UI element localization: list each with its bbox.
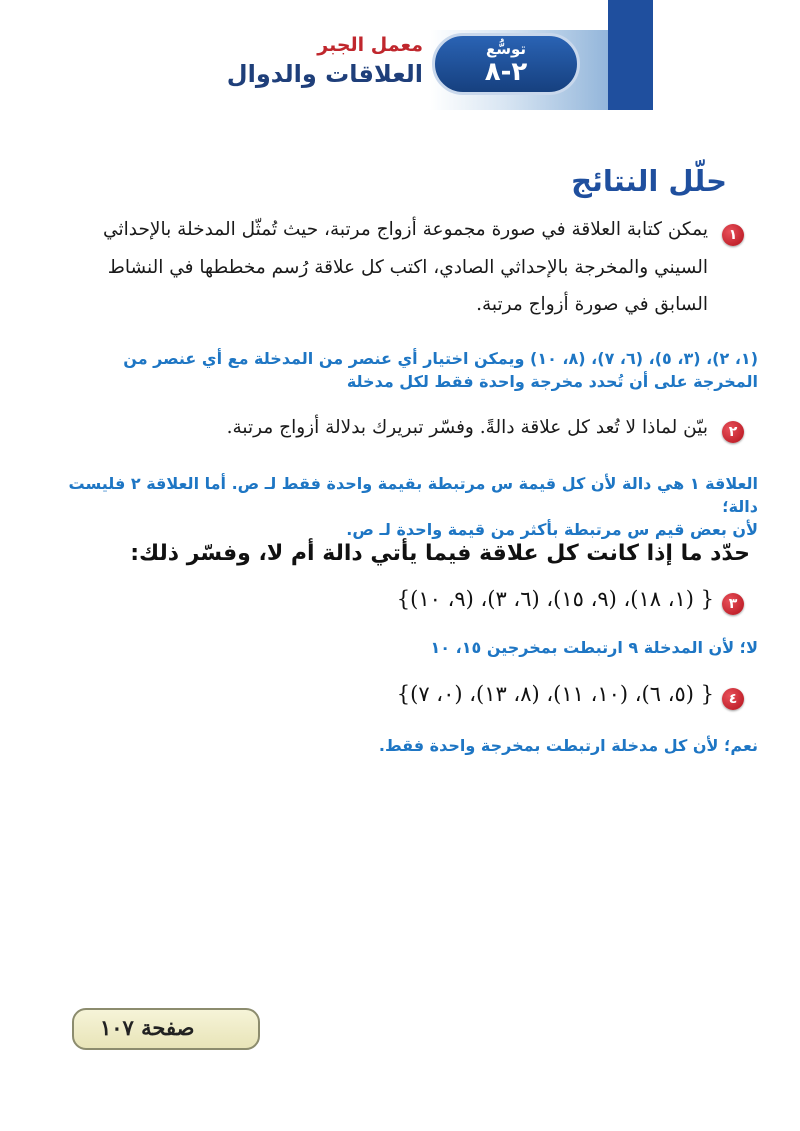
q1-answer: [38, 347, 758, 393]
q2-answer-line-1: العلاقة ١ هي دالة لأن كل قيمة س مرتبطة بقيمة واحدة فقط لـ ص. أما العلاقة ٢ فليست دالة؛: [68, 474, 758, 516]
section-title: حلّل النتائج: [571, 164, 727, 198]
lesson-title: العلاقات والدوال: [226, 60, 423, 88]
q1-line-1: يمكن كتابة العلاقة في صورة مجموعة أزواج مرتبة، حيث تُمثّل المدخلة بالإحداثي: [103, 219, 708, 240]
question-number-3: ٣: [722, 593, 744, 615]
q3-answer: لا؛ لأن المدخلة ٩ ارتبطت بمخرجين ١٥، ١٠: [430, 638, 758, 657]
page-number-label: صفحة ١٠٧: [100, 1015, 195, 1040]
instruction-text: حدّد ما إذا كانت كل علاقة فيما يأتي دالة أم لا، وفسّر ذلك:: [130, 541, 750, 566]
q2-answer-line-2: لأن بعض قيم س مرتبطة بأكثر من قيمة واحدة لـ ص.: [346, 520, 758, 539]
lab-label: معمل الجبر: [317, 34, 423, 56]
q1-answer-line-1: (١، ٢)، (٣، ٥)، (٦، ٧)، (٨، ١٠) ويمكن اختيار أي عنصر من المدخلة مع أي عنصر من: [123, 349, 758, 368]
q3-set: { (١، ١٨)، (٩، ١٥)، (٦، ٣)، (٩، ١٠)}: [396, 587, 714, 611]
q1-answer-line-2: المخرجة على أن تُحدد مخرجة واحدة فقط لكل مدخلة: [346, 372, 758, 391]
q4-set: { (٥، ٦)، (١٠، ١١)، (٨، ١٣)، (٠، ٧)}: [396, 682, 714, 706]
lesson-badge: [432, 33, 580, 95]
q1-line-2: السيني والمخرجة بالإحداثي الصادي، اكتب كل علاقة رُسم مخططها في النشاط: [107, 257, 708, 278]
q2-answer: [38, 472, 758, 541]
q1-line-3: السابق في صورة أزواج مرتبة.: [476, 294, 708, 315]
question-number-1: ١: [722, 224, 744, 246]
question-number-4: ٤: [722, 688, 744, 710]
header-tab: [608, 0, 653, 110]
q4-answer: نعم؛ لأن كل مدخلة ارتبطت بمخرجة واحدة فقط.: [378, 736, 758, 755]
badge-extension-label: توسُّع: [485, 40, 527, 58]
question-number-2: ٢: [722, 421, 744, 443]
badge-lesson-number: ٢-٨: [484, 57, 528, 87]
q2-text: بيّن لماذا لا تُعد كل علاقة دالةً. وفسّر تبريرك بدلالة أزواج مرتبة.: [226, 417, 708, 438]
